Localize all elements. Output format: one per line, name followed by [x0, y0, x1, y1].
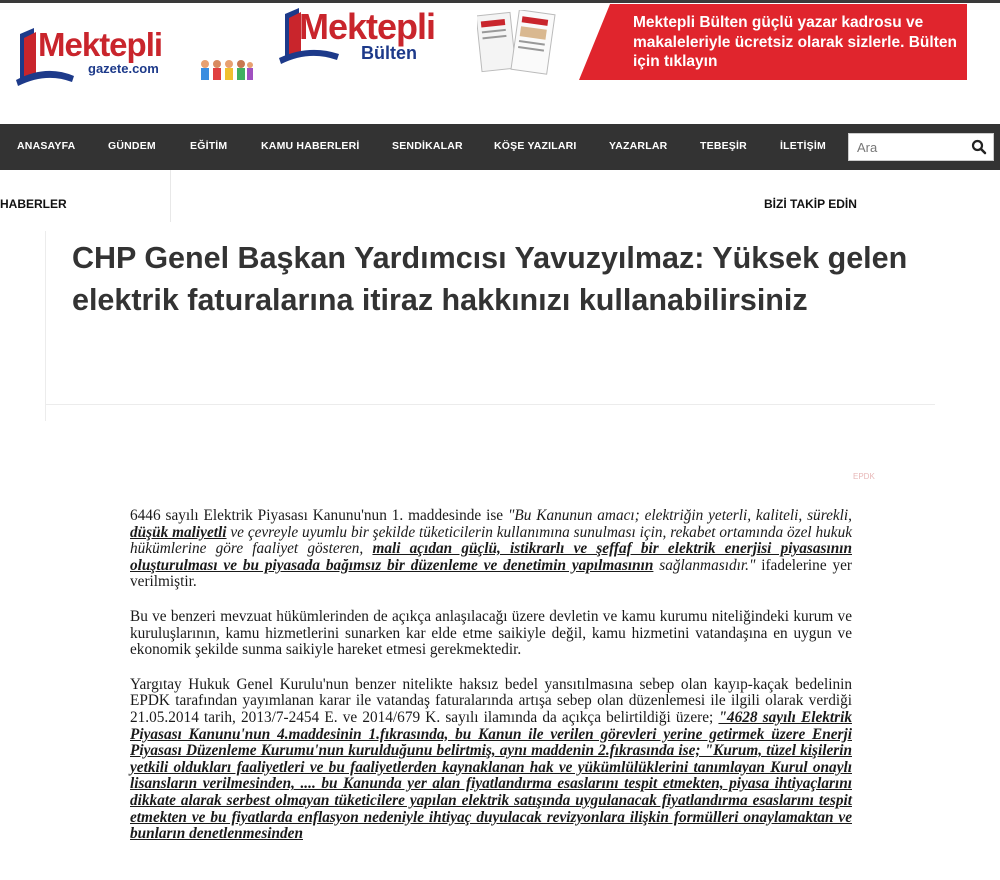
banner-logo	[279, 6, 459, 66]
haberler-label[interactable]: HABERLER	[0, 197, 67, 211]
main-navigation	[0, 124, 1000, 170]
doc-paragraph-1	[130, 508, 852, 591]
nav-item-sendikalar[interactable]: SENDİKALAR	[392, 140, 463, 152]
nav-item-gundem[interactable]: GÜNDEM	[108, 140, 156, 152]
doc-text: ifadelerine yer verilmiştir.	[130, 556, 852, 591]
site-logo[interactable]	[16, 24, 176, 88]
article-divider	[45, 404, 935, 405]
banner-logo-subtitle: Bülten	[361, 43, 417, 63]
nav-item-anasayfa[interactable]: ANASAYFA	[17, 140, 76, 152]
doc-text: Yargıtay Hukuk Genel Kurulu'nun benzer nitelikte haksız bedel yansıtılmasına sebep olan kayıp-kaçak bedelinin EPDK tarafından yayımlanan karar ile vatandaş faturalarında artışa sebep olan düzenlemesi ile ilgili olarak verdiği 21.05.2014 tarih, 2013/7-2454 E. ve 2014/679 K. sayılı ilamında da açıkça belirtildiği üzere;	[130, 675, 852, 726]
article-title: CHP Genel Başkan Yardımcısı Yavuzyılmaz: Yüksek gelen elektrik faturalarına itiraz hakkınızı kullanabilirsiniz	[72, 241, 908, 317]
image-watermark: EPDK	[853, 472, 875, 481]
doc-quote: "Bu Kanunun amacı; elektriğin yeterli, kaliteli, sürekli,	[507, 507, 852, 524]
doc-emphasis: mali açıdan güçlü, istikrarlı ve şeffaf bir elektrik enerjisi piyasasının oluşturulması ve bu piyasada bağımsız bir düzenleme ve denetimin yapılmasının	[130, 540, 852, 574]
logo-title: Mektepli	[38, 26, 163, 63]
doc-emphasis: "4628 sayılı Elektrik Piyasası Kanunu'nun 4.maddesinin 1.fıkrasında, bu Kanun ile verilen görevleri yerine getirmek üzere Enerji Piyasası Düzenleme Kurumu'nun kurulduğunu belirtmiş, aynı maddenin 2.fıkrasında ise; "Kurum, tüzel kişilerin yetkili oldukları faaliyetleri ve bu faaliyetlerden kaynaklanan hak ve yükümlülüklerini tanımlayan Kurul onaylı lisansların verilmesinden, .... bu Kanunda yer alan fiyatlandırma esaslarını tespit etmekten, piyasa ihtiyaçlarını dikkate alarak serbest olmayan tüketicilere yapılan elektrik satışında uygulanacak fiyatlandırma esaslarını tespit etmekten ve bu fiyatlarda enflasyon nedeniyle ihtiyaç duyulacak revizyonlara ilişkin formülleri onaylamaktan ve bunların denetlenmesinden	[130, 708, 852, 843]
doc-text: 6446 sayılı Elektrik Piyasası Kanunu'nun 1. maddesinde ise	[130, 507, 508, 524]
nav-item-iletisim[interactable]: İLETİŞİM	[780, 140, 826, 152]
bulten-banner[interactable]	[197, 4, 967, 80]
doc-paragraph-2: Bu ve benzeri mevzuat hükümlerinden de açıkça anlaşılacağı üzere devletin ve kamu kurumu niteliğindeki kurum ve kuruluşlarının, kamu hizmetlerini sunarken kar elde etme saikiyle değil, kamu hizmetini vatandaşına en uygun ve ekonomik şekilde sunma saikiyle hareket etmesi gerekmektedir.	[130, 607, 852, 659]
nav-item-tebesir[interactable]: TEBEŞİR	[700, 140, 747, 152]
sub-header-bar	[0, 170, 1000, 222]
kids-illustration-icon	[199, 58, 253, 80]
banner-promo-text[interactable]: Mektepli Bülten güçlü yazar kadrosu ve makaleleriyle ücretsiz olarak sizlerle. Bülten için tıklayın	[633, 14, 957, 70]
doc-paragraph-3	[130, 677, 852, 843]
logo-subtitle: gazete.com	[88, 61, 159, 76]
nav-item-kose-yazilari[interactable]: KÖŞE YAZILARI	[494, 140, 577, 152]
follow-us-label: BİZİ TAKİP EDİN	[764, 197, 857, 211]
banner-logo-title: Mektepli	[299, 6, 436, 47]
doc-quote: ve çevreyle uyumlu bir şekilde tüketicilerin kullanımına sunulması için, rekabet ortamında özel hukuk hükümlerine göre faaliyet gösteren,	[130, 523, 853, 558]
nav-item-egitim[interactable]: EĞİTİM	[190, 140, 228, 152]
search-input[interactable]	[849, 134, 967, 160]
doc-emphasis: düşük maliyetli	[130, 523, 227, 541]
search-box	[848, 133, 994, 161]
doc-quote: sağlanmasıdır."	[653, 556, 756, 574]
top-border	[0, 0, 1000, 3]
divider	[170, 170, 171, 222]
nav-item-kamu-haberleri[interactable]: KAMU HABERLERİ	[261, 140, 360, 152]
newspaper-icon	[477, 10, 557, 80]
document-image	[130, 508, 852, 861]
search-icon[interactable]	[971, 139, 987, 155]
nav-item-yazarlar[interactable]: YAZARLAR	[609, 140, 668, 152]
